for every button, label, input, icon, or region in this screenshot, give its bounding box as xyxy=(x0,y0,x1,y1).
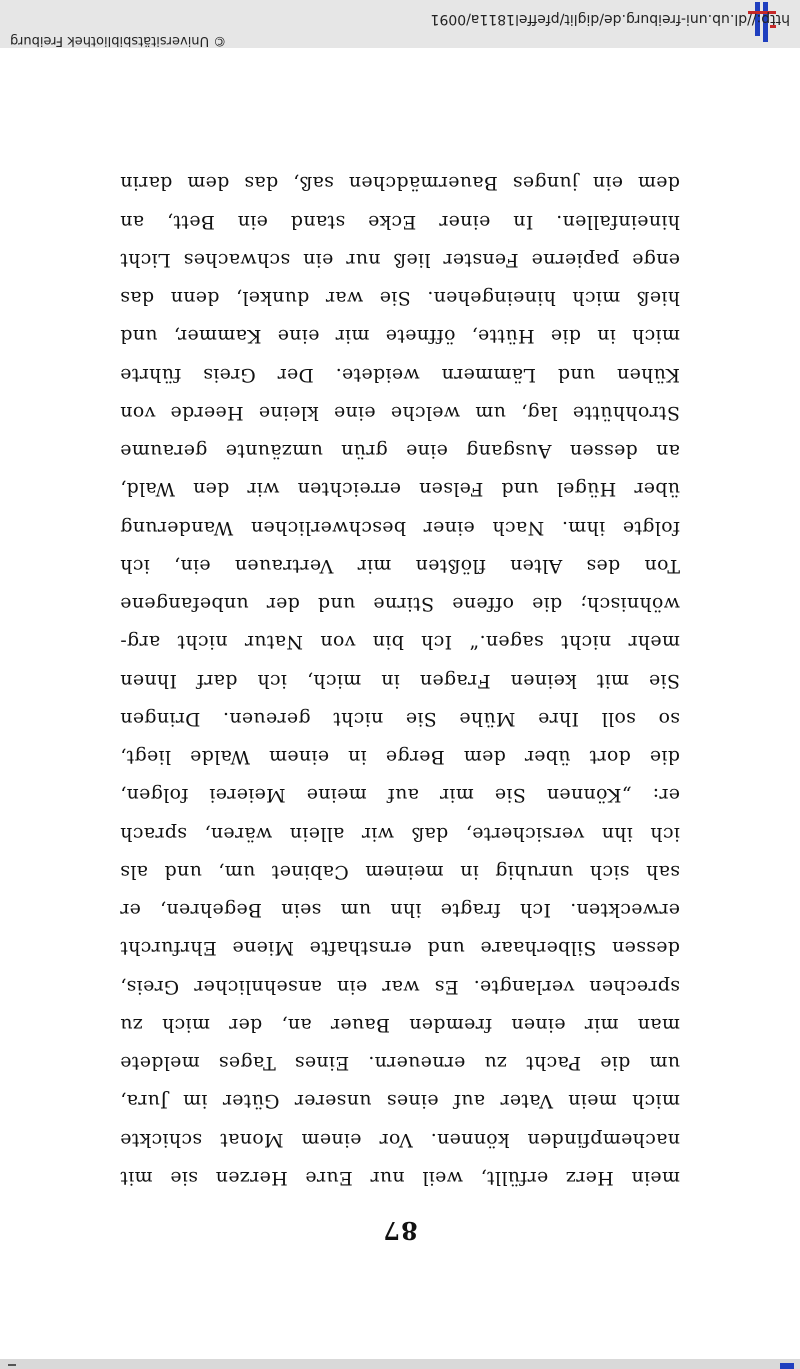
footer-url-link[interactable]: http://dl.ub.uni-freiburg.de/diglit/pfeffel1811a/0091 xyxy=(430,11,790,27)
text-line: sprechen verlangte. Es war ein ansehnlicher Greis, xyxy=(120,975,680,998)
text-line: erweckten. Ich fragte ihn um sein Begehren, er xyxy=(120,899,680,922)
text-line: an dessen Ausgang eine grün umzäunte geraume xyxy=(120,440,680,463)
page-number: 87 xyxy=(382,1216,418,1245)
text-line: über Hügel und Felsen erreichten wir den Wald, xyxy=(120,478,680,501)
text-line: hineinfallen. In einer Ecke stand ein Bett, an xyxy=(120,210,680,233)
text-line: mich mein Vater auf eines unserer Güter im Jura, xyxy=(120,1090,680,1113)
text-line: sah sich unruhig in meinem Cabinet um, und als xyxy=(120,861,680,883)
text-line: Strohhütte lag, um welche eine kleine Heerde von xyxy=(120,402,680,424)
text-line: Kühen und Lämmern weidete. Der Greis führte xyxy=(120,363,680,386)
footer-copyright: © Universitätsbibliothek Freiburg xyxy=(10,33,227,48)
text-line: ich ihn versicherte, daß wir allein wären, sprach xyxy=(120,822,680,845)
text-line: enge papierne Fenster ließ nur ein schwaches Licht xyxy=(120,249,680,271)
text-line: die dort über dem Berge in einem Walde liegt, xyxy=(120,746,680,769)
body-text xyxy=(120,164,680,1197)
text-line: folgte ihm. Nach einer beschwerlichen Wanderung xyxy=(120,516,680,539)
text-line: mich in die Hütte, öffnete mir eine Kammer, und xyxy=(120,325,680,348)
edge-logo-fragment-icon xyxy=(780,1363,794,1369)
text-line: man mir einen fremden Bauer an, der mich zu xyxy=(120,1014,680,1036)
text-line: Ton des Alten flößten mir Vertrauen ein, ich xyxy=(120,555,680,577)
footer-bar xyxy=(0,0,800,48)
edge-dash-icon xyxy=(8,1364,16,1366)
text-line: so soll Ihre Mühe Sie nicht gereuen. Dringen xyxy=(120,708,680,730)
text-line: nachempfinden können. Vor einem Monat schickte xyxy=(120,1128,680,1151)
text-line: mehr nicht sagen.“ Ich bin von Natur nicht arg- xyxy=(120,631,680,654)
text-line: um die Pacht zu erneuern. Eines Tages meldete xyxy=(120,1052,680,1075)
text-line: hieß mich hineingehen. Sie war dunkel, denn das xyxy=(120,287,680,310)
text-line: mein Herz erfüllt, weil nur Eure Herzen sie mit xyxy=(120,1167,680,1189)
text-line: dem ein junges Bauermädchen saß, das dem darin xyxy=(120,172,680,195)
text-line: Sie mit keinen Fragen in mich, ich darf Ihnen xyxy=(120,669,680,692)
top-edge-strip xyxy=(0,1359,800,1369)
text-line: dessen Silberhaare und ernsthafte Miene Ehrfurcht xyxy=(120,937,680,960)
text-line: er: „Können Sie mir auf meine Meierei folgen, xyxy=(120,784,680,807)
text-line: wöhnisch; die offene Stirne und der unbefangene xyxy=(120,593,680,616)
